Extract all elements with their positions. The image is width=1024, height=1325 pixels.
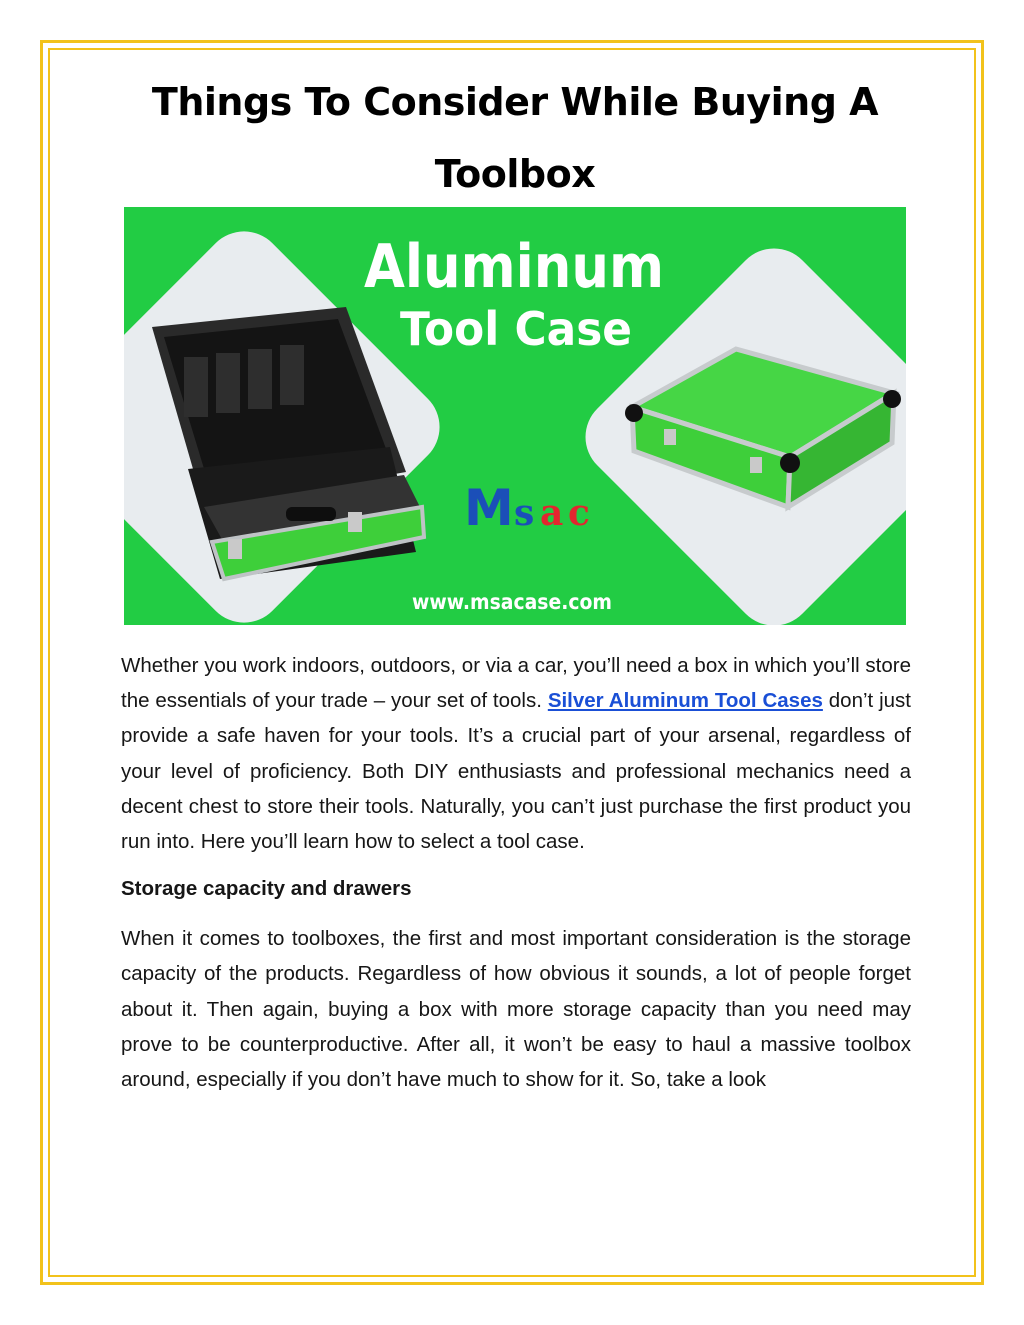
svg-text:a: a: [540, 492, 564, 534]
hero-website: www.msacase.com: [412, 590, 612, 614]
msac-logo: [464, 479, 590, 537]
intro-text-before-link: Whether you work indoors, outdoors, or via a car, you’ll need a box in which you’ll store the essentials of your trade – your set of tools.: [121, 654, 911, 713]
section-paragraph: When it comes to toolboxes, the first and most important consideration is the storage capacity of the products. Regardless of how obvious it sounds, a lot of people forget about it. Then again, buying a box with more storage capacity than you need may prove to be counterproductive. After all, it won’t be easy to haul a massive toolbox around, especially if you don’t have much to show for it. So, take a look: [121, 927, 911, 1092]
svg-text:s: s: [514, 492, 535, 534]
hero-banner: [124, 207, 906, 625]
hero-illustration: [124, 207, 906, 625]
intro-paragraph: [121, 648, 911, 859]
hero-headline-line1: Aluminum: [364, 232, 664, 302]
intro-text-after-link: don’t just provide a safe haven for your tools. It’s a crucial part of your arsenal, regardless of your level of proficiency. Both DIY enthusiasts and professional mechanics need a decent chest to store their tools. Naturally, you can’t just purchase the first product you run into. Here you’ll learn how to select a tool case.: [121, 689, 911, 854]
article-body: [121, 648, 911, 1097]
silver-aluminum-tool-cases-link[interactable]: Silver Aluminum Tool Cases: [547, 689, 823, 713]
section-heading: Storage capacity and drawers: [121, 877, 412, 901]
svg-text:M: M: [464, 479, 514, 537]
svg-text:c: c: [568, 492, 590, 534]
hero-headline-line2: Tool Case: [400, 302, 632, 356]
page-title: Things To Consider While Buying A Toolbox: [151, 80, 879, 196]
